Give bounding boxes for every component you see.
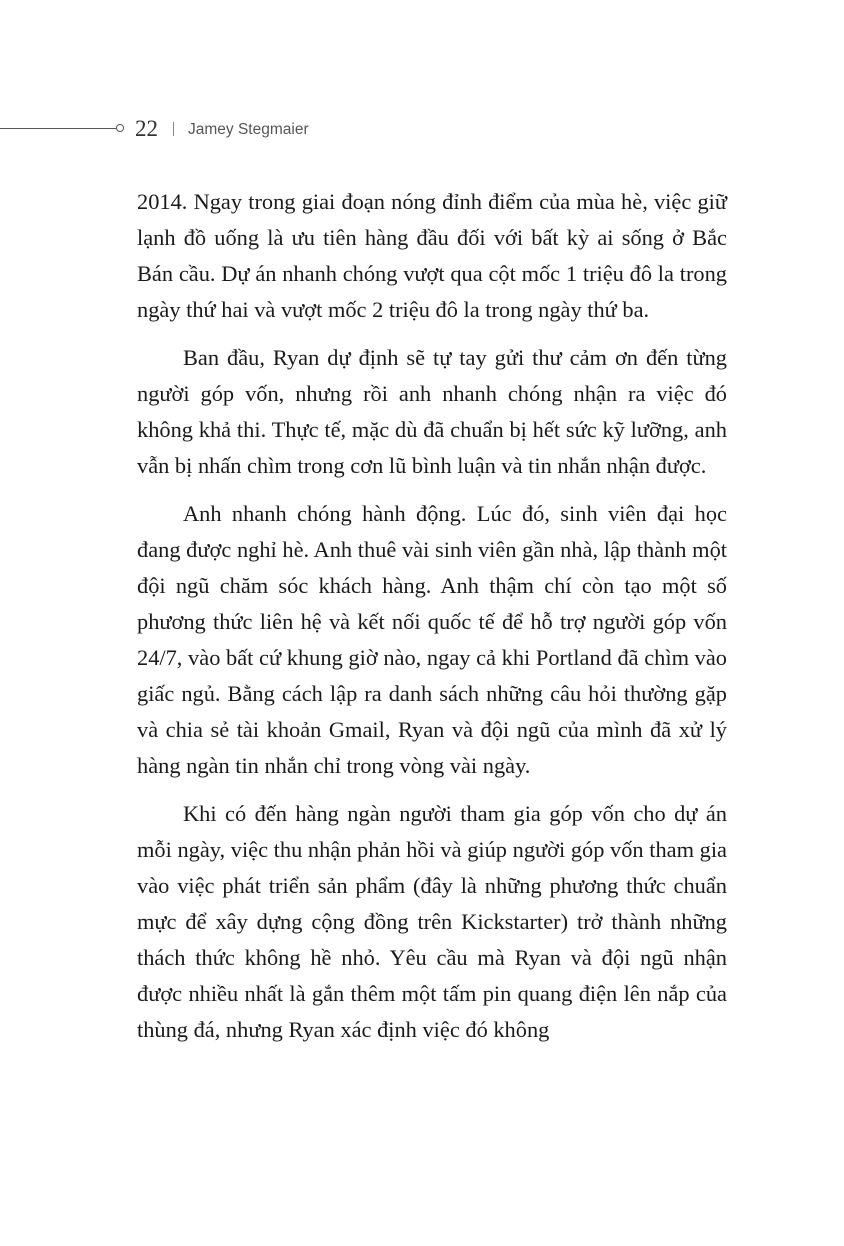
paragraph: 2014. Ngay trong giai đoạn nóng đỉnh điểm của mùa hè, việc giữ lạnh đồ uống là ưu tiên hàng đầu đối với bất kỳ ai sống ở Bắc Bán cầu. Dự án nhanh chóng vượt qua cột mốc 1 triệu đô la trong ngày thứ hai và vượt mốc 2 triệu đô la trong ngày thứ ba. <box>137 189 727 322</box>
page-body <box>137 184 727 1060</box>
paragraph: Anh nhanh chóng hành động. Lúc đó, sinh viên đại học đang được nghỉ hè. Anh thuê vài sinh viên gần nhà, lập thành một đội ngũ chăm sóc khách hàng. Anh thậm chí còn tạo một số phương thức liên hệ và kết nối quốc tế để hỗ trợ người góp vốn 24/7, vào bất cứ khung giờ nào, ngay cả khi Portland đã chìm vào giấc ngủ. Bằng cách lập ra danh sách những câu hỏi thường gặp và chia sẻ tài khoản Gmail, Ryan và đội ngũ của mình đã xử lý hàng ngàn tin nhắn chỉ trong vòng vài ngày. <box>137 501 727 778</box>
paragraph: Khi có đến hàng ngàn người tham gia góp vốn cho dự án mỗi ngày, việc thu nhận phản hồi và giúp người góp vốn tham gia vào việc phát triển sản phẩm (đây là những phương thức chuẩn mực để xây dựng cộng đồng trên Kickstarter) trở thành những thách thức không hề nhỏ. Yêu cầu mà Ryan và đội ngũ nhận được nhiều nhất là gắn thêm một tấm pin quang điện lên nắp của thùng đá, nhưng Ryan xác định việc đó không <box>137 801 727 1042</box>
author-name: Jamey Stegmaier <box>188 121 309 138</box>
page-number: 22 <box>135 116 158 141</box>
paragraph: Ban đầu, Ryan dự định sẽ tự tay gửi thư cảm ơn đến từng người góp vốn, nhưng rồi anh nhanh chóng nhận ra việc đó không khả thi. Thực tế, mặc dù đã chuẩn bị hết sức kỹ lưỡng, anh vẫn bị nhấn chìm trong cơn lũ bình luận và tin nhắn nhận được. <box>137 345 727 478</box>
header-separator <box>173 122 174 136</box>
header-rule <box>0 128 117 129</box>
header-ornament <box>116 124 124 132</box>
running-header <box>0 114 844 144</box>
